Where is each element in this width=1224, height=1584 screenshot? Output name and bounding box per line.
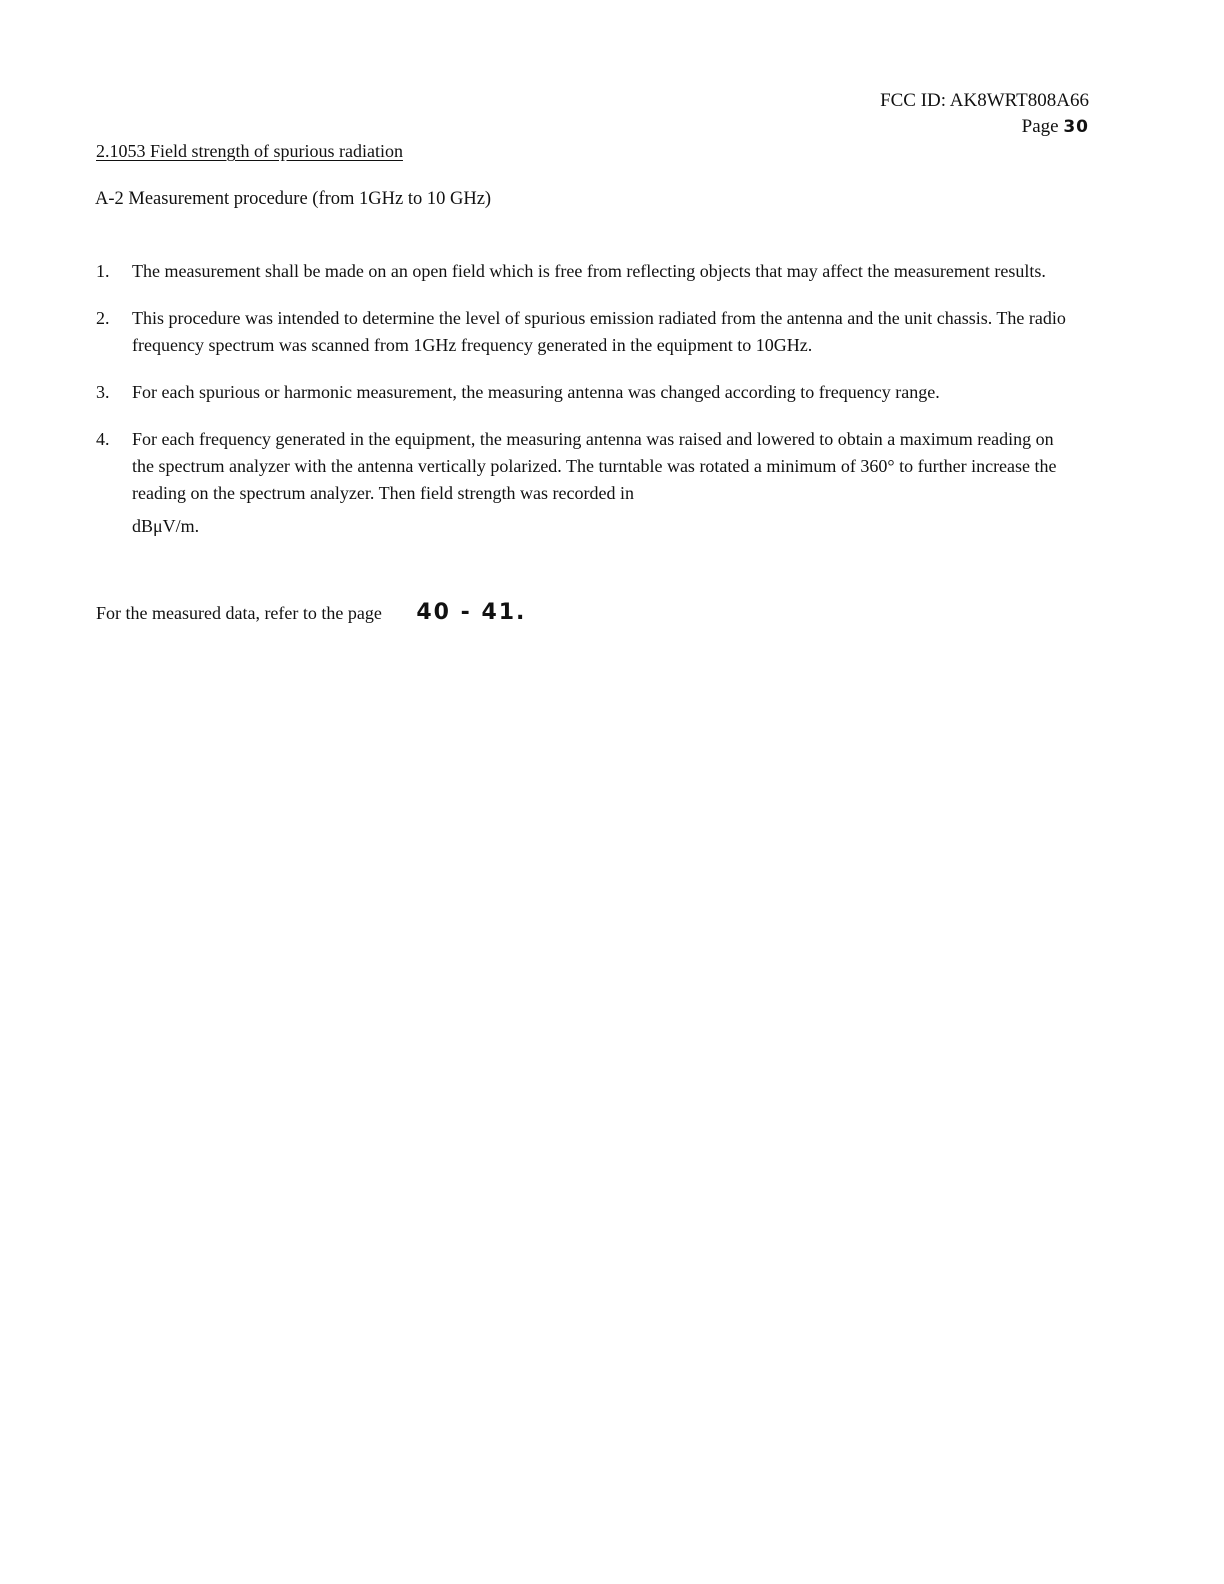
procedure-list	[96, 258, 1066, 560]
page-number: 30	[1063, 117, 1089, 137]
item-number: 2.	[96, 308, 110, 328]
reference-pages: 40 - 41.	[416, 600, 527, 625]
fcc-id: FCC ID: AK8WRT808A66	[880, 90, 1089, 111]
item-text: This procedure was intended to determine the level of spurious emission radiated from the antenna and the unit chassis. The radio frequency spectrum was scanned from 1GHz frequency generated in the equipment to 10GHz.	[132, 308, 1066, 355]
page-indicator	[880, 114, 1089, 140]
item-number: 4.	[96, 429, 110, 449]
item-text: The measurement shall be made on an open field which is free from reflecting objects that may affect the measurement results.	[132, 261, 1046, 281]
procedure-item	[96, 305, 1066, 359]
subsection-title: A-2 Measurement procedure (from 1GHz to 10 GHz)	[95, 189, 492, 209]
procedure-item	[96, 258, 1066, 285]
reference-text: For the measured data, refer to the page	[96, 603, 382, 623]
procedure-item	[96, 426, 1066, 540]
page-label: Page	[1021, 116, 1059, 137]
field-strength-unit: dBμV/m.	[132, 516, 200, 536]
item-number: 3.	[96, 382, 110, 402]
section-title: 2.1053 Field strength of spurious radiation	[96, 141, 403, 161]
document-header	[880, 88, 1089, 140]
procedure-item	[96, 379, 1066, 406]
item-number: 1.	[96, 261, 110, 281]
measured-data-reference	[96, 600, 526, 625]
item-text: For each spurious or harmonic measurement, the measuring antenna was changed according to frequency range.	[132, 382, 940, 402]
item-text: For each frequency generated in the equipment, the measuring antenna was raised and lowered to obtain a maximum reading on the spectrum analyzer with the antenna vertically polarized. The turntable was rotated a minimum of 360° to further increase the reading on the spectrum analyzer. Then field strength was recorded in	[132, 429, 1057, 503]
